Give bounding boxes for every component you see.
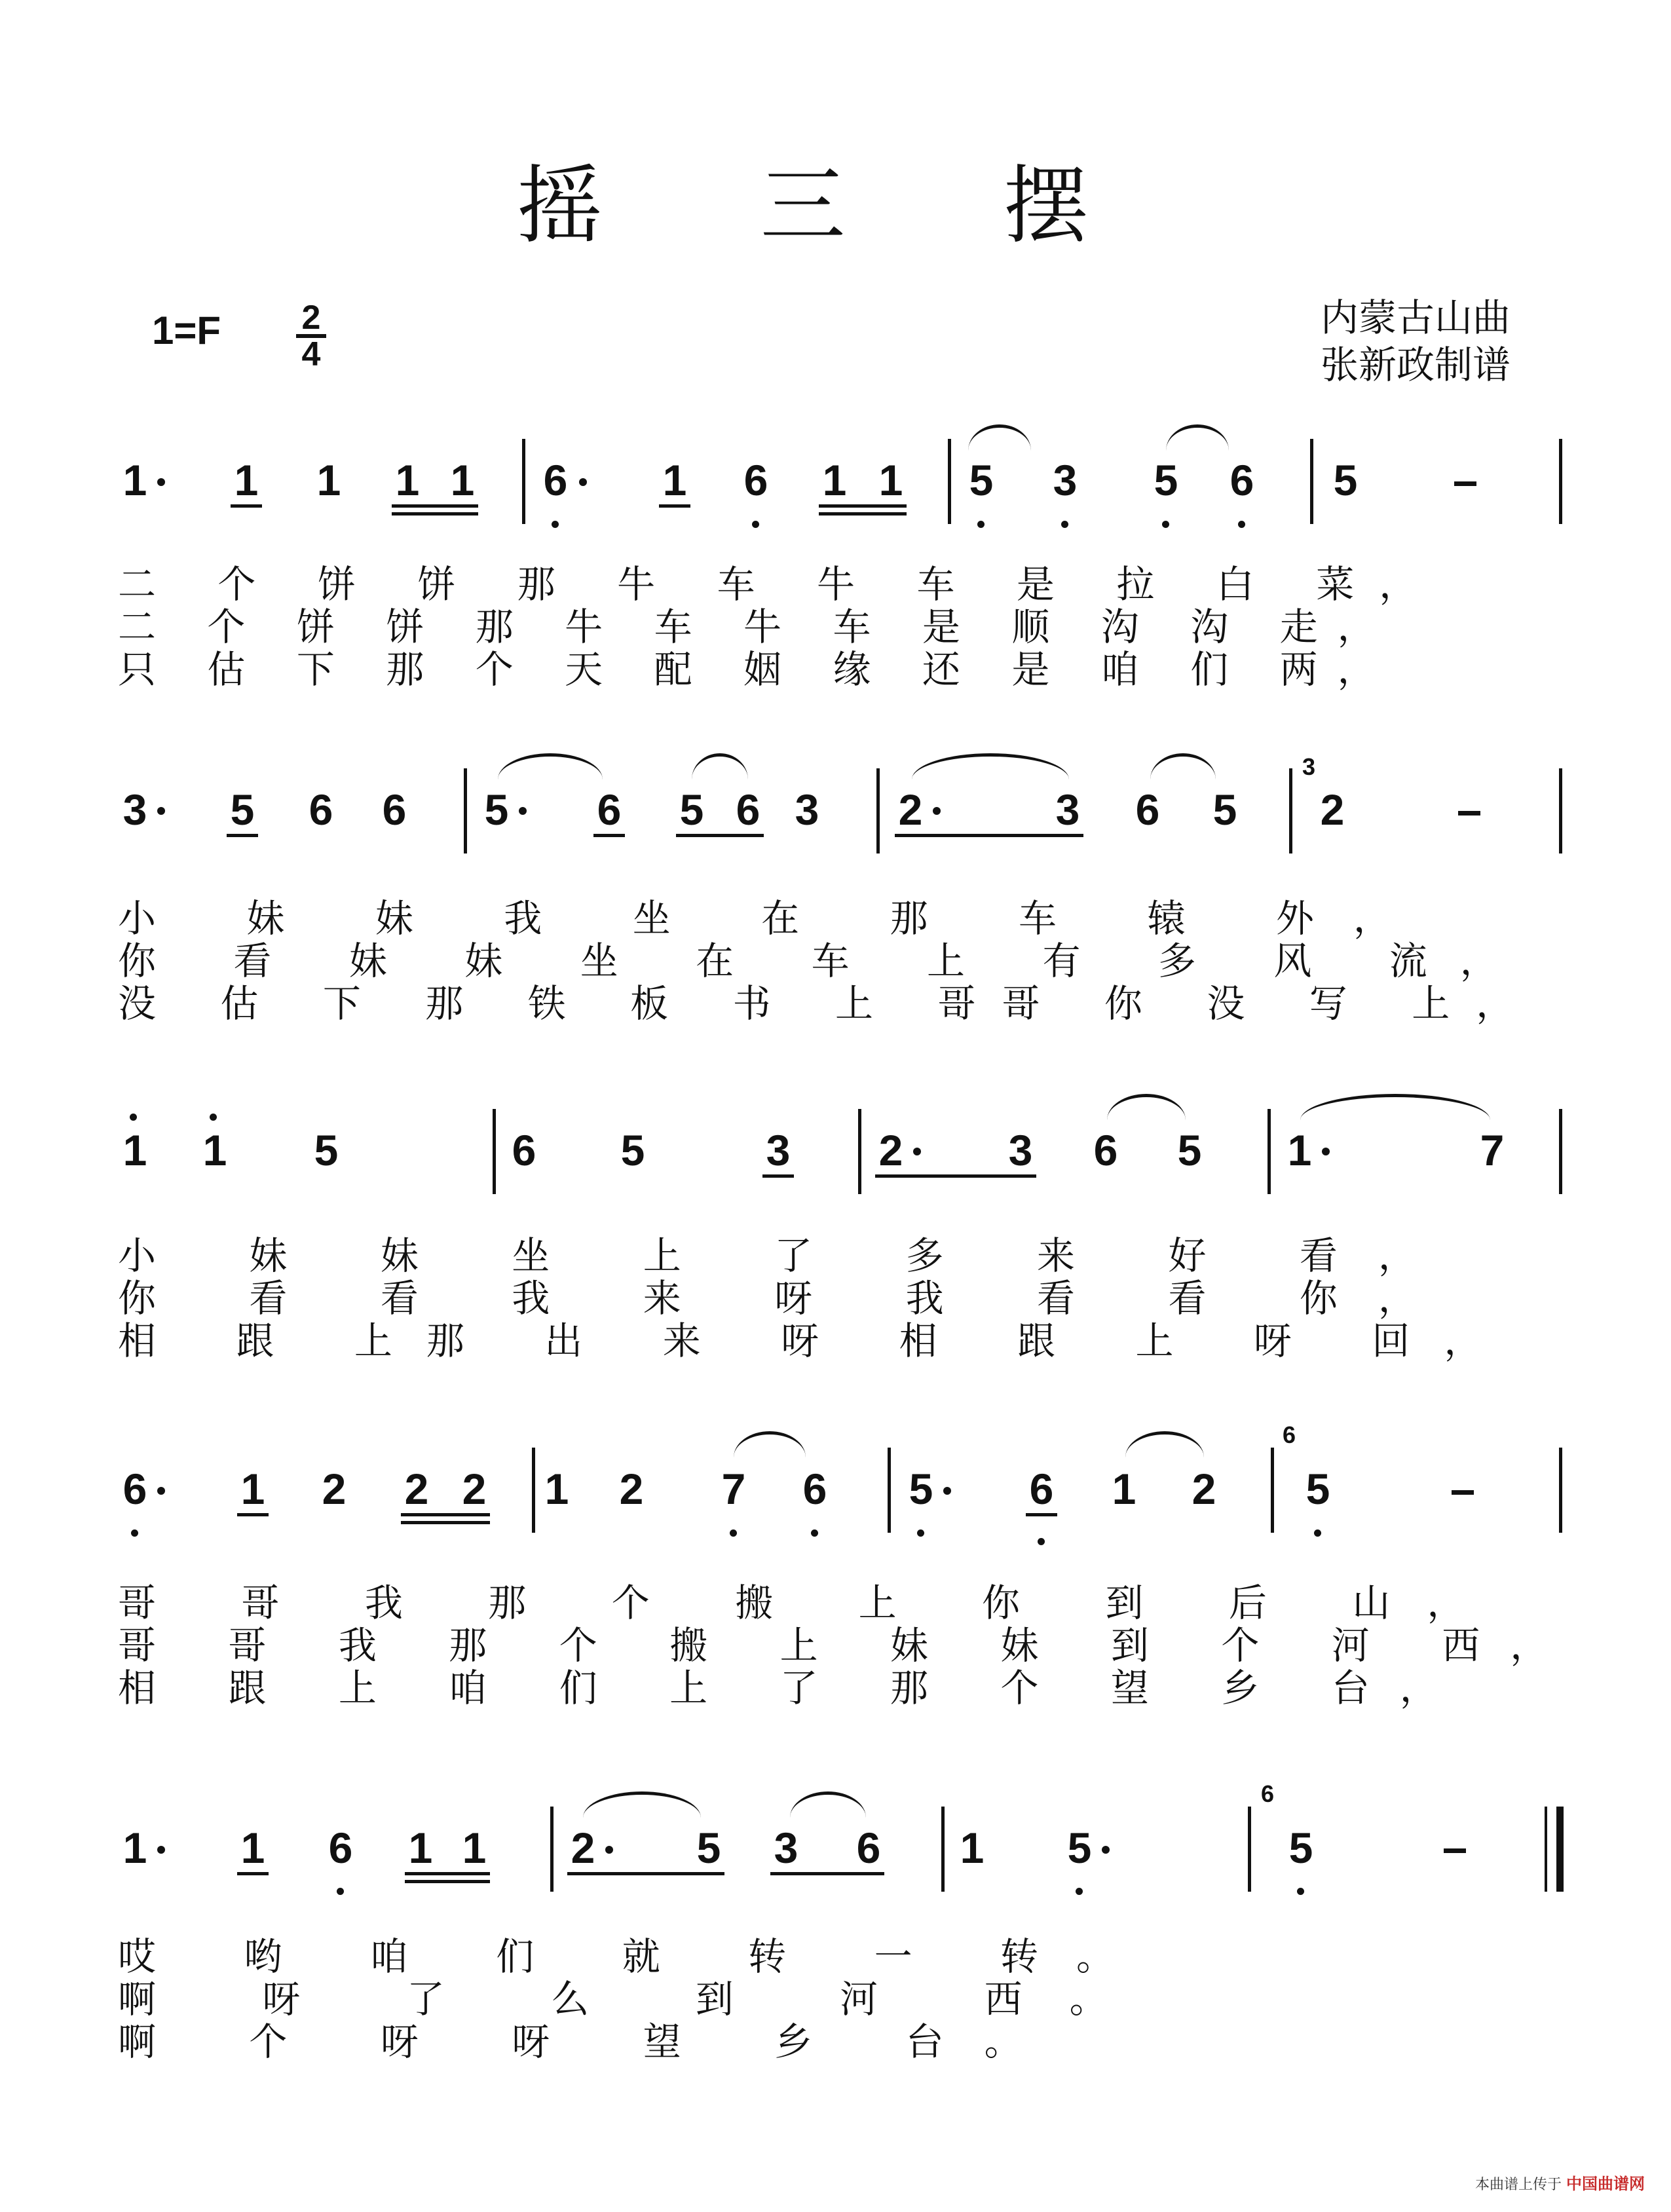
augmentation-dot: [1322, 1148, 1330, 1155]
song-title: 摇 三 摆: [517, 156, 1154, 255]
beam: [401, 1513, 490, 1516]
note: 6: [597, 785, 622, 834]
note: 5: [969, 456, 994, 504]
note: 2: [878, 1126, 903, 1174]
time-denominator: 4: [296, 334, 326, 371]
note: 6: [543, 456, 568, 504]
beam: [231, 504, 262, 508]
note: 6: [382, 785, 407, 834]
barline: [1559, 1109, 1562, 1194]
barline: [948, 439, 951, 524]
low-octave-dot: [1297, 1888, 1304, 1895]
sustain-dash: [1444, 1848, 1466, 1853]
beam: [405, 1872, 490, 1875]
barline: [550, 1807, 554, 1892]
grace-note: 3: [1302, 753, 1316, 780]
low-octave-dot: [1061, 521, 1068, 528]
barline: [941, 1807, 945, 1892]
credit-origin: 内蒙古山曲: [1320, 295, 1511, 340]
slur: [790, 1791, 866, 1818]
lyric-verse-2: 啊 呀 了 么 到 河 西。: [118, 1977, 1155, 2021]
note: 1: [122, 1824, 147, 1872]
note: 6: [802, 1465, 827, 1513]
note: 5: [1177, 1126, 1202, 1174]
low-octave-dot: [752, 521, 759, 528]
low-octave-dot: [131, 1529, 138, 1537]
augmentation-dot: [519, 807, 527, 815]
slur: [1107, 1094, 1186, 1120]
slur: [583, 1791, 701, 1818]
lyric-verse-3: 相 跟 上那 出 来 呀 相 跟 上 呀 回，: [118, 1319, 1516, 1363]
note: 6: [1135, 785, 1160, 834]
note: 5: [1288, 1824, 1313, 1872]
lyric-verse-2: 你 看 看 我 来 呀 我 看 看 你，: [118, 1276, 1457, 1321]
low-octave-dot: [977, 521, 985, 528]
note: 6: [1029, 1465, 1054, 1513]
key-signature: 1=F: [152, 309, 221, 352]
footer: [1475, 2171, 1645, 2194]
note: 3: [1055, 785, 1080, 834]
beam: [593, 834, 625, 837]
slur: [1125, 1431, 1204, 1457]
barline: [1559, 768, 1562, 853]
note: 2: [1320, 785, 1345, 834]
note: 3: [795, 785, 819, 834]
high-octave-dot: [130, 1114, 137, 1121]
low-octave-dot: [552, 521, 559, 528]
note: 1: [822, 456, 847, 504]
high-octave-dot: [210, 1114, 217, 1121]
note: 5: [1212, 785, 1237, 834]
beam: [405, 1880, 490, 1883]
note: 1: [240, 1824, 265, 1872]
note: 1: [1112, 1465, 1136, 1513]
note: 1: [240, 1465, 265, 1513]
slur: [1166, 424, 1229, 451]
augmentation-dot: [605, 1846, 613, 1854]
note: 2: [404, 1465, 429, 1513]
note: 5: [1067, 1824, 1092, 1872]
note: 5: [620, 1126, 645, 1174]
note: 5: [679, 785, 704, 834]
beam: [567, 1872, 724, 1875]
note: 3: [774, 1824, 798, 1872]
note: 3: [766, 1126, 791, 1174]
note: 6: [1230, 456, 1254, 504]
grace-note: 6: [1261, 1780, 1275, 1807]
augmentation-dot: [943, 1487, 951, 1495]
note: 7: [721, 1465, 746, 1513]
note: 1: [122, 456, 147, 504]
note: 5: [230, 785, 255, 834]
barline: [1289, 768, 1292, 853]
slur: [734, 1431, 806, 1457]
note: 6: [328, 1824, 353, 1872]
note: 2: [619, 1465, 644, 1513]
augmentation-dot: [157, 1846, 165, 1854]
low-octave-dot: [1314, 1529, 1321, 1537]
beam: [676, 834, 764, 837]
augmentation-dot: [157, 1487, 165, 1495]
time-numerator: 2: [301, 299, 321, 337]
beam: [762, 1174, 794, 1178]
low-octave-dot: [1038, 1538, 1045, 1545]
sustain-dash: [1454, 481, 1476, 486]
augmentation-dot: [157, 478, 165, 486]
augmentation-dot: [1102, 1846, 1110, 1854]
note: 7: [1480, 1126, 1505, 1174]
beam: [1026, 1513, 1057, 1516]
note: 1: [408, 1824, 433, 1872]
note: 1: [450, 456, 475, 504]
lyric-verse-2: 你 看 妹 妹 坐 在 车 上 有 多 风 流，: [118, 939, 1531, 983]
augmentation-dot: [157, 807, 165, 815]
barline: [1310, 439, 1313, 524]
note: 6: [743, 456, 768, 504]
footer-text: 本曲谱上传于: [1474, 2177, 1562, 2193]
note: 6: [856, 1824, 881, 1872]
augmentation-dot: [933, 807, 941, 815]
barline: [1559, 1448, 1562, 1533]
beam: [875, 1174, 1036, 1178]
lyric-verse-1: 哎 哟 咱 们 就 转 一 转。: [118, 1934, 1153, 1979]
sustain-dash: [1452, 1490, 1474, 1495]
beam: [392, 512, 478, 516]
beam: [895, 834, 1083, 837]
barline: [858, 1109, 861, 1194]
grace-note: 6: [1283, 1421, 1296, 1448]
augmentation-dot: [913, 1148, 921, 1155]
beam: [401, 1521, 490, 1524]
note: 1: [1287, 1126, 1312, 1174]
note: 2: [1192, 1465, 1216, 1513]
augmentation-dot: [579, 478, 587, 486]
barline: [1271, 1448, 1274, 1533]
lyric-verse-2: 哥 哥 我 那 个 搬 上 妹 妹 到 个 河 西，: [118, 1623, 1579, 1668]
barline: [1267, 1109, 1271, 1194]
slur: [1300, 1094, 1490, 1120]
note: 1: [202, 1126, 227, 1174]
final-barline-thin: [1545, 1807, 1547, 1892]
note: 5: [314, 1126, 339, 1174]
note: 5: [696, 1824, 721, 1872]
note: 3: [1008, 1126, 1033, 1174]
barline: [888, 1448, 891, 1533]
beam: [819, 512, 907, 516]
barline: [522, 439, 525, 524]
slur: [968, 424, 1031, 451]
note: 5: [484, 785, 509, 834]
beam: [659, 504, 690, 508]
note: 5: [909, 1465, 933, 1513]
beam: [770, 1872, 884, 1875]
lyric-verse-1: 小 妹 妹 我 坐 在 那 车 辕 外，: [118, 896, 1431, 941]
note: 1: [544, 1465, 569, 1513]
note: 3: [122, 785, 147, 834]
low-octave-dot: [917, 1529, 924, 1537]
beam: [392, 504, 478, 508]
final-barline-thick: [1556, 1807, 1564, 1892]
lyric-verse-3: 没 估 下 那 铁 板 书 上 哥哥 你 没 写 上，: [118, 981, 1541, 1026]
slur: [498, 753, 603, 779]
slur: [1150, 753, 1216, 779]
note: 6: [122, 1465, 147, 1513]
time-signature: [296, 301, 326, 371]
note: 6: [736, 785, 760, 834]
note: 1: [960, 1824, 985, 1872]
note: 1: [122, 1126, 147, 1174]
note: 2: [571, 1824, 595, 1872]
low-octave-dot: [1238, 521, 1245, 528]
note: 1: [395, 456, 420, 504]
lyric-verse-3: 只 估 下 那 个 天 配 姻 缘 还 是 咱 们 两，: [118, 647, 1395, 692]
note: 1: [234, 456, 259, 504]
lyric-verse-3: 啊 个 呀 呀 望 乡 台。: [118, 2019, 1063, 2064]
beam: [237, 1872, 269, 1875]
barline: [876, 768, 880, 853]
lyric-verse-1: 小 妹 妹 坐 上 了 多 来 好 看，: [118, 1233, 1457, 1278]
note: 2: [322, 1465, 347, 1513]
note: 3: [1053, 456, 1078, 504]
lyric-verse-1: 哥 哥 我 那 个 搬 上 你 到 后 山，: [118, 1581, 1502, 1625]
note: 2: [898, 785, 923, 834]
lyric-verse-1: 二 个 饼 饼 那 牛 车 牛 车 是 拉 白 菜，: [118, 562, 1442, 607]
note: 2: [462, 1465, 487, 1513]
slur: [912, 753, 1069, 779]
low-octave-dot: [730, 1529, 737, 1537]
note: 5: [1305, 1465, 1330, 1513]
low-octave-dot: [1076, 1888, 1083, 1895]
note: 1: [462, 1824, 487, 1872]
note: 6: [1093, 1126, 1118, 1174]
low-octave-dot: [1162, 521, 1169, 528]
beam: [227, 834, 258, 837]
site-logo[interactable]: 中国曲谱网: [1566, 2175, 1645, 2193]
low-octave-dot: [337, 1888, 344, 1895]
barline: [1248, 1807, 1251, 1892]
beam: [237, 1513, 269, 1516]
barline: [1559, 439, 1562, 524]
note: 1: [316, 456, 341, 504]
low-octave-dot: [811, 1529, 818, 1537]
note: 1: [878, 456, 903, 504]
sustain-dash: [1458, 811, 1480, 815]
note: 6: [512, 1126, 536, 1174]
beam: [819, 504, 907, 508]
credit-arranger: 张新政制谱: [1320, 343, 1511, 387]
note: 5: [1333, 456, 1358, 504]
note: 5: [1154, 456, 1178, 504]
barline: [464, 768, 467, 853]
lyric-verse-2: 二 个 饼 饼 那 牛 车 牛 车 是 顺 沟 沟 走，: [118, 605, 1395, 649]
barline: [532, 1448, 535, 1533]
barline: [493, 1109, 496, 1194]
note: 1: [662, 456, 687, 504]
lyric-verse-3: 相 跟 上 咱 们 上 了 那 个 望 乡 台，: [118, 1666, 1468, 1710]
note: 6: [309, 785, 333, 834]
slur: [692, 753, 748, 779]
